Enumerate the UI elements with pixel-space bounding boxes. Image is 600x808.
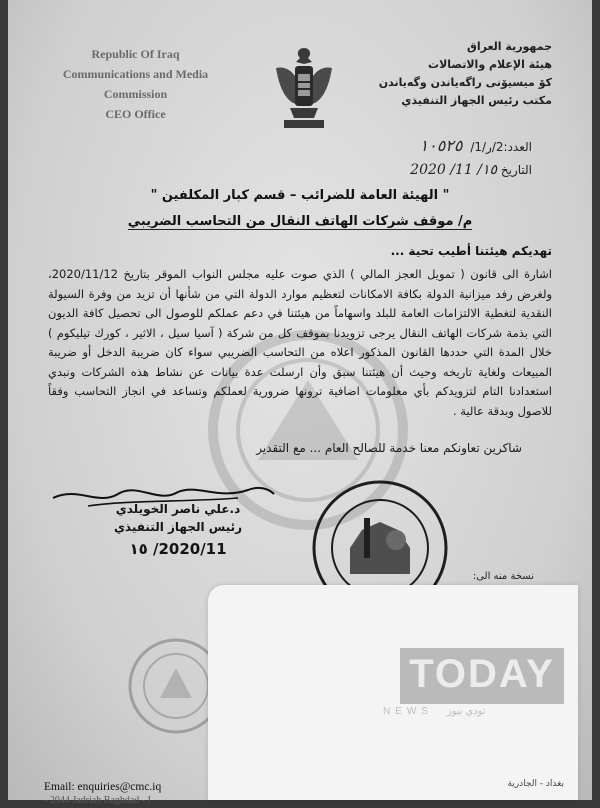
footer-contact [44, 780, 161, 808]
letter-page [8, 0, 592, 806]
greeting: تهديكم هيئتنا أطيب تحية ... [390, 244, 552, 258]
addressee: " الهيئة العامة للضرائب – قسم كبار المكلفين " [150, 188, 450, 203]
header-ar-line: هيئة الإعلام والاتصالات [428, 58, 552, 71]
signatory-title: رئيس الجهاز التنفيذي [113, 520, 243, 534]
header-ar-line: مكتب رئيس الجهاز التنفيذي [401, 94, 552, 107]
reference-label: العدد:2/ر/1/ [470, 140, 532, 154]
watermark-logo-text: TODAY [409, 652, 555, 696]
header-ar-line: كۆ میسیۆنی راگەیاندن وگەیاندن [378, 76, 552, 89]
header-en-line: Communications and Media [62, 67, 209, 81]
footer-address-arabic: بغداد - الجادرية [507, 779, 564, 789]
subject-line [8, 214, 592, 229]
reference-handwritten: ١٠٥٢٥ [419, 136, 463, 155]
header-en-line: Commission [103, 87, 168, 101]
iraq-eagle-emblem-icon [270, 44, 338, 134]
letter-date [410, 162, 532, 178]
date-value: ١٥/ 11/ 2020 [410, 162, 498, 178]
signatory-name: د.علي ناصر الخويلدي [115, 502, 241, 516]
header-en-line: CEO Office [105, 107, 166, 121]
header-ar-line: جمهورية العراق [467, 40, 552, 53]
watermark-sub-ar: تودي نيوز [446, 706, 486, 717]
copy-to-label: نسخة منه الى: [472, 571, 534, 582]
footer-email: Email: enquiries@cmc.iq [44, 781, 162, 793]
letter-body: اشارة الى قانون ( تمويل العجز المالي ) الذي صوت عليه مجلس النواب الموقر بتاريخ 2020/11/12، ولغرض رفد ميزانية الدولة بكافة الامكانات لتعظيم موارد الدولة التي من شأنها أن تزيد من وفرة السيولة النقدية لتغطية الالتزامات العامة للبلد واسهاماً من هيئتنا في دعم عملكم للوصول الى تحصيل كافة الديون التي بذمة شركات الهاتف النقال يرجى تزويدنا بموقف كل من شركة ( آسيا سيل ، الاثير ، كورك تيليكوم ) خلال المدة التي حددها القانون المذكور اعلاه من التحاسب الضريبي سواء كان ضريبة الدخل أو ضريبة المبيعات ولغاية تاريخه وحيث أن هيئتنا سبق وأن ارسلت عدة بيانات عن نشاط هذه الشركات ونبدي استعدادنا التام لتزويدكم بأي معلومات اضافية ترونها ضرورية لعملكم وتساعد في انجاز التحاسب وفقاً للاصول وبدقة عالية . [48, 267, 552, 418]
subject-text: م/ موقف شركات الهاتف النقال من التحاسب الضريبي [127, 214, 473, 229]
header-arabic [332, 38, 552, 110]
date-label: التاريخ [500, 163, 532, 177]
watermark-sub-en: NEWS [383, 706, 433, 717]
reference-number [420, 136, 532, 155]
signatory-block [103, 500, 253, 562]
watermark-logo-sub [383, 706, 568, 717]
closing-line: شاكرين تعاونكم معنا خدمة للصالح العام ... مع التقدير [256, 441, 522, 455]
header-english [48, 44, 223, 124]
signatory-date: 2020/11/ ١٥ [129, 540, 227, 558]
header-en-line: Republic Of Iraq [91, 47, 180, 61]
footer-address: - 2044 Jadriah Baghdad - I [44, 795, 151, 806]
